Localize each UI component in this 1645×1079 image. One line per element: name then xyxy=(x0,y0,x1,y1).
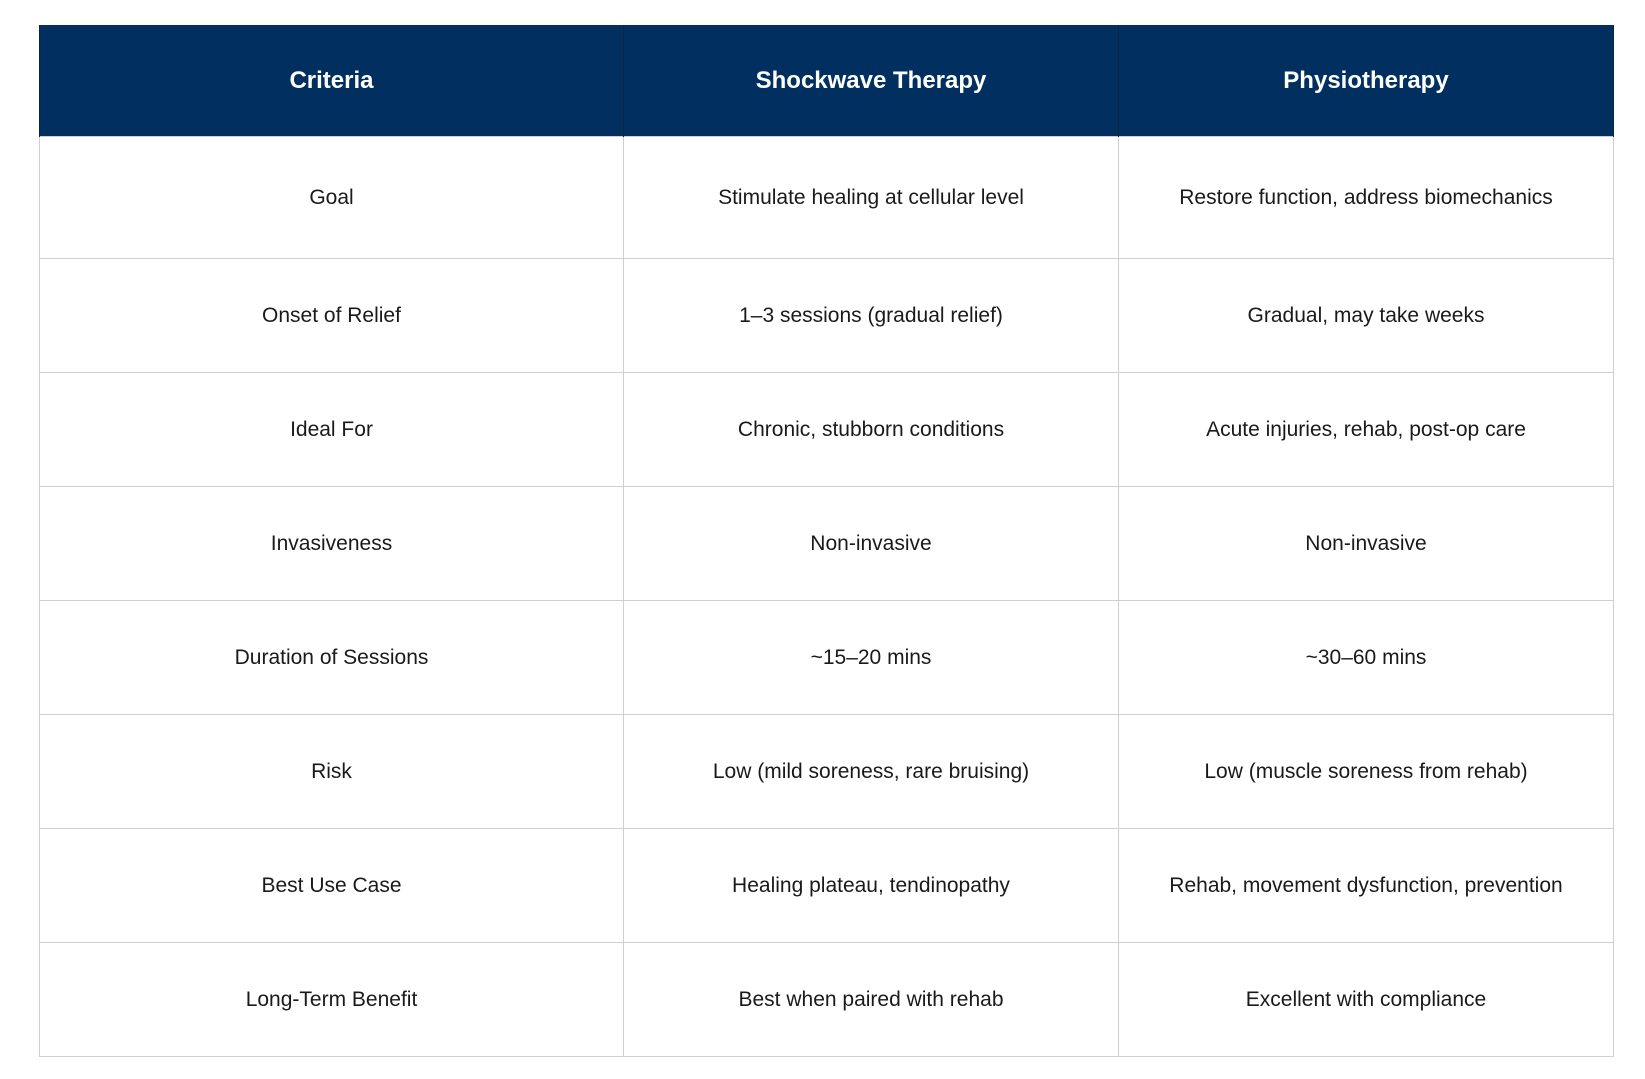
physiotherapy-cell: ~30–60 mins xyxy=(1119,601,1614,715)
criteria-cell: Goal xyxy=(40,137,624,259)
shockwave-cell: Low (mild soreness, rare bruising) xyxy=(624,715,1119,829)
criteria-cell: Invasiveness xyxy=(40,487,624,601)
comparison-table xyxy=(39,25,1614,1057)
shockwave-cell: ~15–20 mins xyxy=(624,601,1119,715)
criteria-cell: Ideal For xyxy=(40,373,624,487)
physiotherapy-cell: Non-invasive xyxy=(1119,487,1614,601)
table-row xyxy=(40,487,1614,601)
criteria-cell: Onset of Relief xyxy=(40,259,624,373)
table-row xyxy=(40,715,1614,829)
shockwave-cell: 1–3 sessions (gradual relief) xyxy=(624,259,1119,373)
physiotherapy-cell: Low (muscle soreness from rehab) xyxy=(1119,715,1614,829)
table-row xyxy=(40,259,1614,373)
table-body xyxy=(40,137,1614,1057)
physiotherapy-cell: Excellent with compliance xyxy=(1119,943,1614,1057)
shockwave-cell: Non-invasive xyxy=(624,487,1119,601)
physiotherapy-cell: Rehab, movement dysfunction, prevention xyxy=(1119,829,1614,943)
criteria-cell: Long-Term Benefit xyxy=(40,943,624,1057)
table-header xyxy=(40,25,1614,137)
header-row xyxy=(40,25,1614,137)
criteria-cell: Risk xyxy=(40,715,624,829)
table-row xyxy=(40,373,1614,487)
shockwave-cell: Healing plateau, tendinopathy xyxy=(624,829,1119,943)
table-row xyxy=(40,601,1614,715)
physiotherapy-cell: Acute injuries, rehab, post-op care xyxy=(1119,373,1614,487)
table-row xyxy=(40,829,1614,943)
shockwave-cell: Best when paired with rehab xyxy=(624,943,1119,1057)
criteria-cell: Best Use Case xyxy=(40,829,624,943)
physiotherapy-cell: Gradual, may take weeks xyxy=(1119,259,1614,373)
shockwave-cell: Stimulate healing at cellular level xyxy=(624,137,1119,259)
header-shockwave-therapy: Shockwave Therapy xyxy=(624,25,1119,137)
table-row xyxy=(40,137,1614,259)
shockwave-cell: Chronic, stubborn conditions xyxy=(624,373,1119,487)
physiotherapy-cell: Restore function, address biomechanics xyxy=(1119,137,1614,259)
table-row xyxy=(40,943,1614,1057)
header-physiotherapy: Physiotherapy xyxy=(1119,25,1614,137)
comparison-table-container xyxy=(39,25,1613,1057)
criteria-cell: Duration of Sessions xyxy=(40,601,624,715)
header-criteria: Criteria xyxy=(40,25,624,137)
